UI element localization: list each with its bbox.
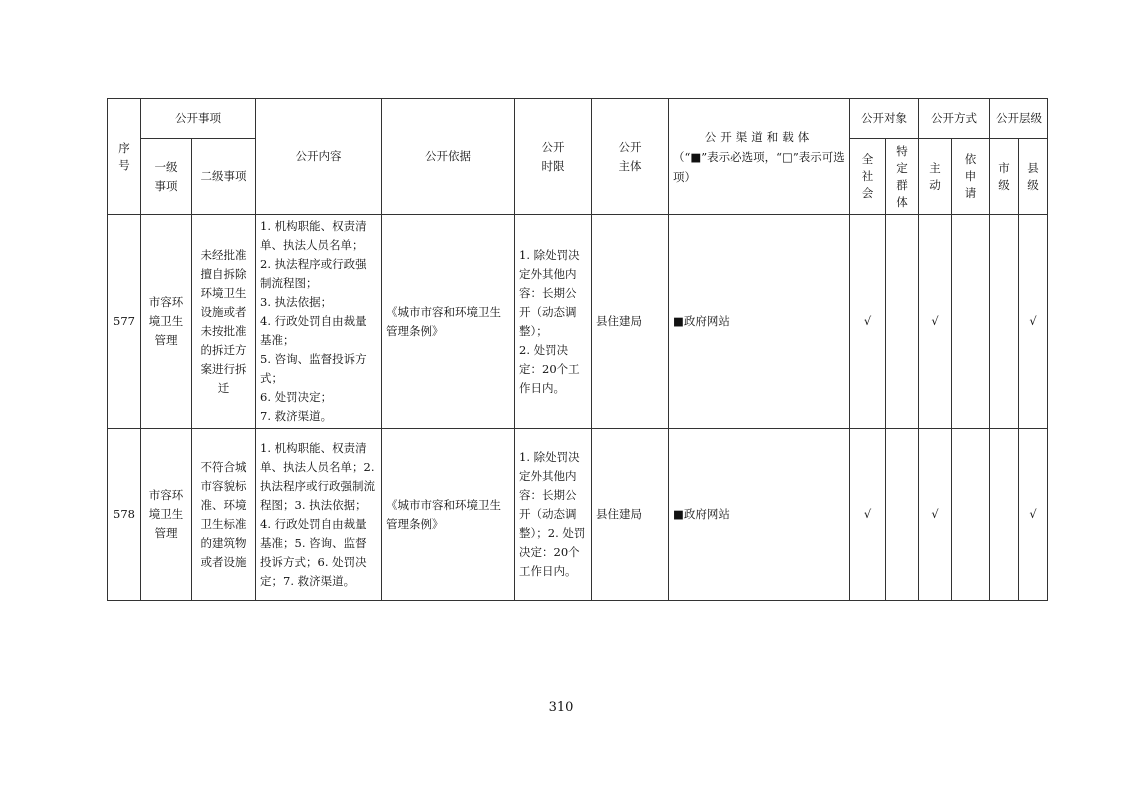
row-time-limit <box>515 429 592 601</box>
row-level1-text: 市容环境卫生管理 <box>148 295 184 347</box>
row-method-apply <box>952 429 990 601</box>
row-seq: 578 <box>108 429 141 601</box>
row-content <box>256 215 382 429</box>
header-target-group <box>886 139 919 215</box>
content-item: 5. 咨询、监督投诉方式； <box>260 352 367 385</box>
row-channel: ■政府网站 <box>669 215 850 429</box>
row-content <box>256 429 382 601</box>
row-target-group <box>886 429 919 601</box>
content-item: 4. 行政处罚自由裁量基准； <box>260 314 367 347</box>
header-level2: 二级事项 <box>192 139 256 215</box>
row-level-city <box>990 429 1019 601</box>
header-method-apply <box>952 139 990 215</box>
row-seq: 577 <box>108 215 141 429</box>
header-level <box>990 99 1048 139</box>
row-target-all: √ <box>850 215 886 429</box>
row-level2-text: 不符合城市容貌标准、环境卫生标准的建筑物或者设施 <box>200 459 247 569</box>
row-level2-text: 未经批准擅自拆除环境卫生设施或者未按批准的拆迁方案进行拆迁 <box>200 247 247 395</box>
row-level2 <box>192 215 256 429</box>
time-limit-item: 2. 处罚决定：20个工作日内。 <box>519 342 580 395</box>
header-level-text: 公开层级 <box>996 111 1042 125</box>
header-level-county-text: 县级 <box>1027 160 1039 192</box>
row-level1 <box>141 429 192 601</box>
table-row <box>108 429 1048 601</box>
header-target-all-text: 全社会 <box>861 152 874 200</box>
content-item: 1. 机构职能、权责清单、执法人员名单； <box>260 219 367 252</box>
page-number: 310 <box>548 700 574 715</box>
header-matter: 公开事项 <box>141 99 256 139</box>
header-level1-text: 一级事项 <box>154 159 178 193</box>
header-method-active-text: 主动 <box>929 160 941 192</box>
header-target: 公开对象 <box>850 99 919 139</box>
header-method-active <box>919 139 952 215</box>
time-limit-item: 1. 除处罚决定外其他内容：长期公开（动态调整）； <box>519 247 580 338</box>
table-row <box>108 215 1048 429</box>
row-level-county: √ <box>1019 215 1048 429</box>
row-level-city <box>990 215 1019 429</box>
row-subject: 县住建局 <box>592 429 669 601</box>
header-channel <box>669 99 850 215</box>
row-channel: ■政府网站 <box>669 429 850 601</box>
content-item: 2. 执法程序或行政强制流程图； <box>260 257 367 290</box>
time-limit-item: 1. 除处罚决定外其他内容：长期公开（动态调整）；2. 处罚决定：20个工作日内。 <box>519 450 586 578</box>
header-level1 <box>141 139 192 215</box>
header-level-county <box>1019 139 1048 215</box>
row-level1 <box>141 215 192 429</box>
header-channel-note: （“■”表示必选项，“□”表示可选项） <box>673 149 845 184</box>
content-item: 6. 处罚决定； <box>260 390 333 404</box>
row-basis: 《城市市容和环境卫生管理条例》 <box>382 429 515 601</box>
header-time-limit <box>515 99 592 215</box>
row-method-apply <box>952 215 990 429</box>
header-level-city-text: 市级 <box>998 160 1010 192</box>
row-target-group <box>886 215 919 429</box>
row-subject: 县住建局 <box>592 215 669 429</box>
header-seq <box>108 99 141 215</box>
header-method: 公开方式 <box>919 99 990 139</box>
row-method-active: √ <box>919 429 952 601</box>
header-basis: 公开依据 <box>382 99 515 215</box>
content-item: 7. 救济渠道。 <box>260 409 333 423</box>
header-subject-text: 公开主体 <box>618 139 642 173</box>
row-level2 <box>192 429 256 601</box>
row-basis: 《城市市容和环境卫生管理条例》 <box>382 215 515 429</box>
row-time-limit <box>515 215 592 429</box>
row-target-all: √ <box>850 429 886 601</box>
header-method-apply-text: 依申请 <box>964 152 977 200</box>
header-content: 公开内容 <box>256 99 382 215</box>
header-subject <box>592 99 669 215</box>
row-level1-text: 市容环境卫生管理 <box>148 488 184 540</box>
header-time-limit-text: 公开时限 <box>541 139 565 173</box>
header-target-all <box>850 139 886 215</box>
header-channel-title: 公开渠道和载体 <box>704 129 814 144</box>
content-item: 1. 机构职能、权责清单、执法人员名单；2. 执法程序或行政强制流程图；3. 执法依据；4. 行政处罚自由裁量基准；5. 咨询、监督投诉方式；6. 处罚决定；7. 救济渠道。 <box>260 440 375 588</box>
header-target-group-text: 特定群体 <box>896 143 908 209</box>
row-level-county: √ <box>1019 429 1048 601</box>
header-level-city <box>990 139 1019 215</box>
row-method-active: √ <box>919 215 952 429</box>
content-item: 3. 执法依据； <box>260 295 333 309</box>
header-seq-text: 序号 <box>118 140 130 172</box>
disclosure-table <box>107 98 1048 601</box>
